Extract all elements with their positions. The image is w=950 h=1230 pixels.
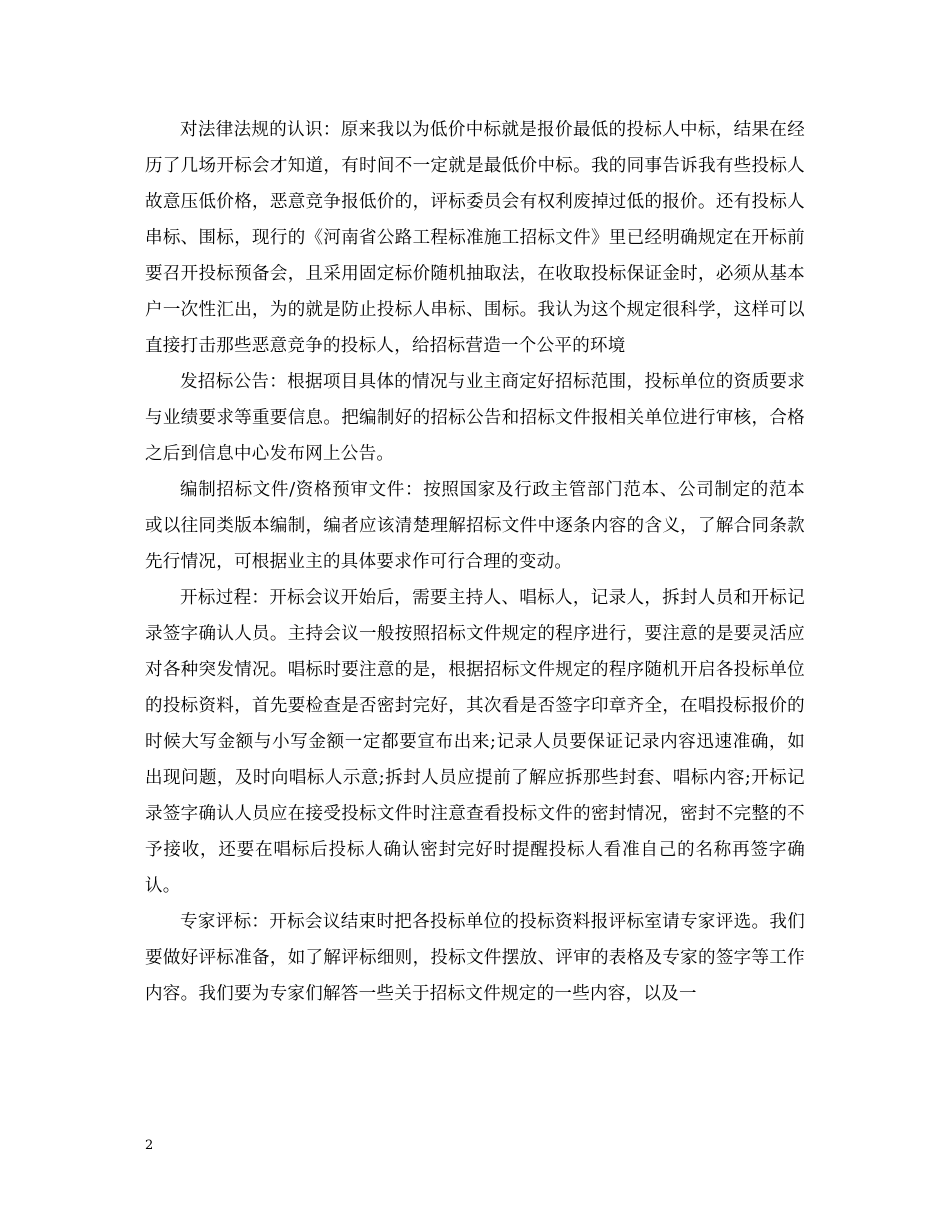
page-number: 2	[145, 1138, 154, 1153]
document-body	[145, 112, 805, 1012]
paragraph-legal-understanding: 对法律法规的认识：原来我以为低价中标就是报价最低的投标人中标，结果在经历了几场开标会才知道，有时间不一定就是最低价中标。我的同事告诉我有些投标人故意压低价格，恶意竞争报低价的，评标委员会有权利废掉过低的报价。还有投标人串标、围标，现行的《河南省公路工程标准施工招标文件》里已经明确规定在开标前要召开投标预备会，且采用固定标价随机抽取法，在收取投标保证金时，必须从基本户一次性汇出，为的就是防止投标人串标、围标。我认为这个规定很科学，这样可以直接打击那些恶意竞争的投标人，给招标营造一个公平的环境	[145, 120, 805, 356]
paragraph-expert-evaluation: 专家评标：开标会议结束时把各投标单位的投标资料报评标室请专家评选。我们要做好评标准备，如了解评标细则，投标文件摆放、评审的表格及专家的签字等工作内容。我们要为专家们解答一些关于招标文件规定的一些内容，以及一	[145, 912, 805, 1004]
paragraph-tender-announcement: 发招标公告：根据项目具体的情况与业主商定好招标范围，投标单位的资质要求与业绩要求等重要信息。把编制好的招标公告和招标文件报相关单位进行审核，合格之后到信息中心发布网上公告。	[145, 372, 805, 464]
paragraph-tender-document-drafting: 编制招标文件/资格预审文件：按照国家及行政主管部门范本、公司制定的范本或以往同类版本编制，编者应该清楚理解招标文件中逐条内容的含义，了解合同条款先行情况，可根据业主的具体要求作可行合理的变动。	[145, 480, 805, 572]
paragraph-bid-opening-process: 开标过程：开标会议开始后，需要主持人、唱标人，记录人，拆封人员和开标记录签字确认人员。主持会议一般按照招标文件规定的程序进行，要注意的是要灵活应对各种突发情况。唱标时要注意的是，根据招标文件规定的程序随机开启各投标单位的投标资料，首先要检查是否密封完好，其次看是否签字印章齐全，在唱投标报价的时候大写金额与小写金额一定都要宣布出来;记录人员要保证记录内容迅速准确，如出现问题，及时向唱标人示意;拆封人员应提前了解应拆那些封套、唱标内容;开标记录签字确认人员应在接受投标文件时注意查看投标文件的密封情况，密封不完整的不予接收，还要在唱标后投标人确认密封完好时提醒投标人看准自己的名称再签字确认。	[145, 588, 805, 896]
